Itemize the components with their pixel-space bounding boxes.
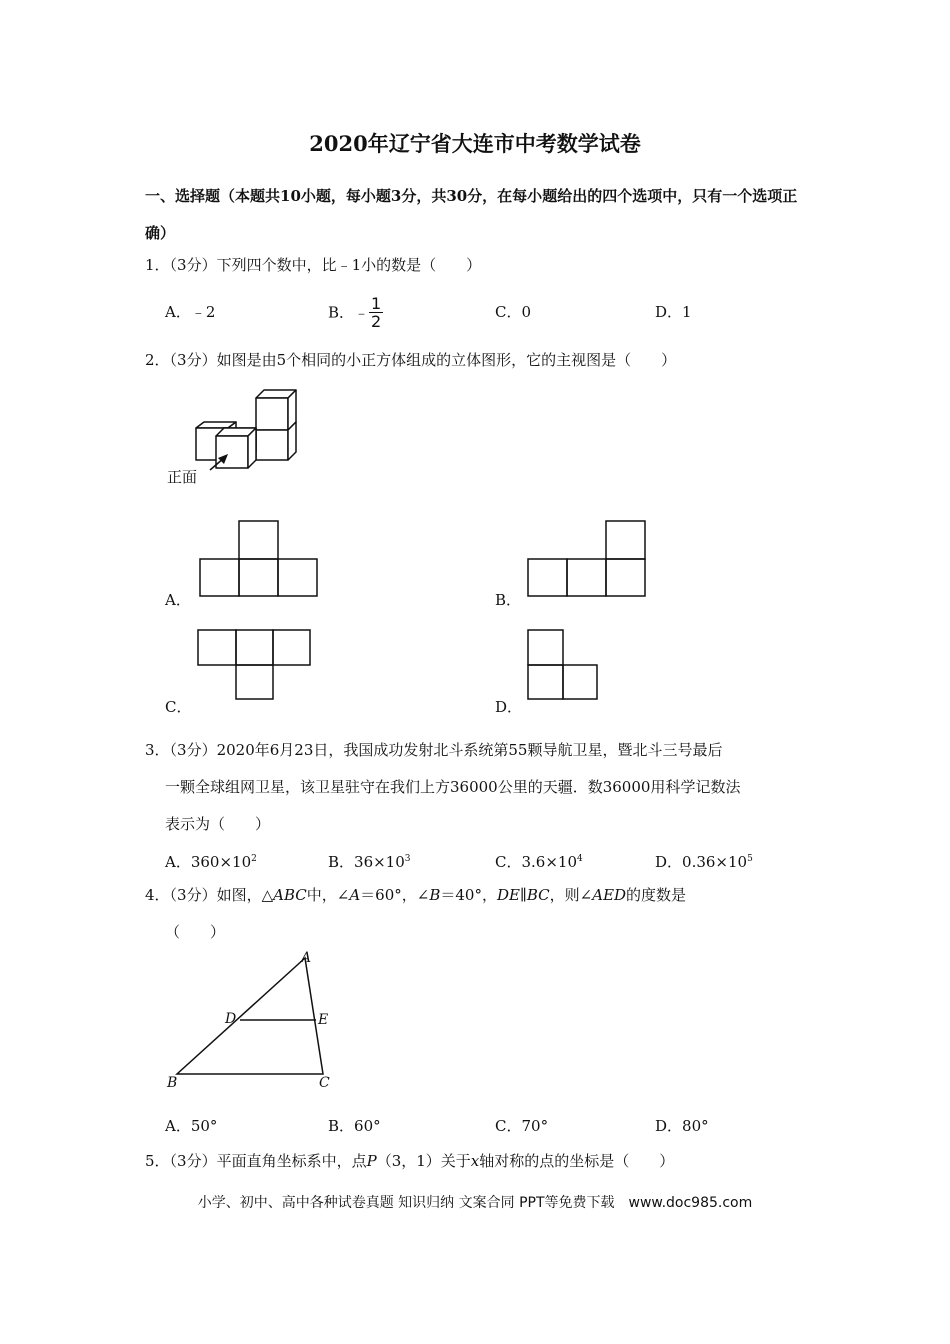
segment-name: BC [526,886,550,904]
q2-option-a-figure [198,520,320,598]
q3-option-b-base: B．36×10 [328,853,405,871]
q3-option-d-exponent: 5 [747,854,753,864]
q3-option-c-base: C．3.6×10 [495,853,577,871]
page-title: 2020年辽宁省大连市中考数学试卷 [309,131,641,156]
q3-option-a-exponent: 2 [251,854,257,864]
text: ＝60°，∠ [360,886,430,904]
text: 4．（3分）如图，△ [145,886,274,904]
point-name: P [366,1152,377,1170]
label-d: D [225,1011,237,1027]
footer-text: 小学、初中、高中各种试卷真题 知识归纳 文案合同 PPT等免费下载 www.doc985.com [197,1195,753,1211]
q3-option-c [495,849,583,872]
cube-face [248,428,256,468]
text: ∥ [519,886,527,904]
q3-option-d-base: D．0.36×10 [655,853,748,871]
q1-option-c: C．0 [495,303,532,321]
question-3-line-2: 一颗全球组网卫星，该卫星驻守在我们上方36000公里的天疆．数36000用科学记数法 [165,778,741,796]
q2-option-b-figure [526,520,648,598]
q4-option-c: C．70° [495,1117,549,1135]
q3-option-b [328,849,411,872]
q1-option-b [328,295,383,330]
q4-option-b: B．60° [328,1117,381,1135]
text: 的度数是 [626,886,687,904]
q2-option-d: D． [495,698,523,716]
q2-option-a: A． [165,591,191,609]
axis-name: x [470,1152,480,1170]
text: 轴对称的点的坐标是（ ） [479,1152,675,1170]
text: ，则∠ [549,886,593,904]
question-3-line-3: 表示为（ ） [165,815,271,833]
q1-option-a: A．﹣2 [165,303,216,321]
q1-option-d: D．1 [655,303,692,321]
cube-face [256,398,288,430]
question-4-stem [145,885,686,905]
angle-name: B [429,886,441,904]
text: 5．（3分）平面直角坐标系中，点 [145,1152,367,1170]
q3-option-a [165,849,257,872]
q3-option-c-exponent: 4 [577,854,583,864]
q2-option-b: B． [495,591,522,609]
q3-option-b-exponent: 3 [404,854,411,864]
label-b: B [167,1075,178,1091]
fraction [369,295,383,330]
text: 中，∠ [306,886,350,904]
q3-option-a-base: A．360×10 [165,853,252,871]
section-heading: 一、选择题（本题共10小题，每小题3分，共30分，在每小题给出的四个选项中，只有一个选项正确） [145,187,798,242]
text: （3，1）关于 [376,1152,471,1170]
q1-option-b-prefix: B．﹣ [328,303,370,322]
question-4-line-2: （ ） [165,923,226,941]
fraction-denominator: 2 [371,312,382,331]
triangle-figure [165,950,345,1090]
segment-name: DE [496,886,520,904]
triangle-abc [177,958,323,1074]
fraction-numerator: 1 [371,294,382,313]
triangle-name: ABC [273,886,307,904]
front-label: 正面 [167,468,198,486]
question-1-stem: 1．（3分）下列四个数中，比﹣1小的数是（ ） [145,256,482,274]
label-a: A [301,950,312,966]
label-c: C [319,1075,330,1091]
q4-option-a: A．50° [165,1117,218,1135]
question-3-line-1: 3．（3分）2020年6月23日，我国成功发射北斗系统第55颗导航卫星，暨北斗三号最后 [145,741,723,759]
cube-face [216,436,248,468]
q3-option-d [655,849,753,872]
text: ＝40°， [440,886,497,904]
question-5-stem [145,1151,674,1171]
angle-name: A [349,886,361,904]
cube-face [256,430,288,460]
label-e: E [318,1012,329,1028]
question-2-stem: 2．（3分）如图是由5个相同的小正方体组成的立体图形，它的主视图是（ ） [145,351,677,369]
q4-option-d: D．80° [655,1117,709,1135]
angle-name: AED [592,886,627,904]
q2-option-d-figure [527,629,599,701]
q2-option-c-figure [197,629,313,701]
q2-option-c: C． [165,698,192,716]
